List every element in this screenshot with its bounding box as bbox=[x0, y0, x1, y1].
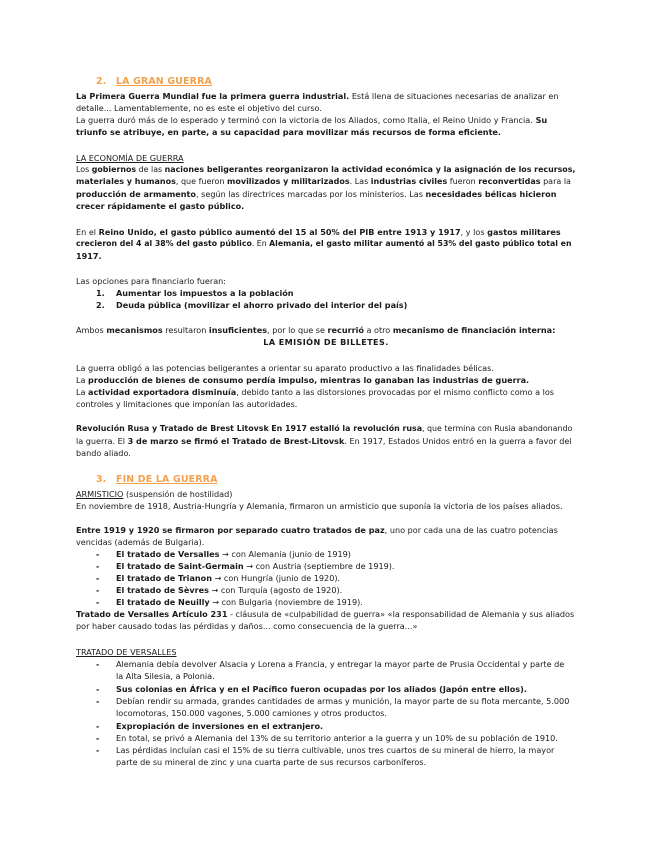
bold-text: reconvertidas bbox=[478, 177, 541, 186]
treaty-name: El tratado de Neuilly bbox=[116, 597, 210, 607]
bold-text: Reino Unido bbox=[98, 227, 154, 237]
subheading-economia: LA ECONOMÍA DE GUERRA bbox=[76, 153, 184, 163]
treaty-name: El tratado de Versalles bbox=[116, 549, 220, 559]
bold-text: Tratado de Versalles Artículo 231 bbox=[76, 609, 228, 619]
text: La guerra duró más de lo esperado y terminó con la victoria de los Aliados, como Italia, el Reino Unido y Francia. bbox=[76, 115, 533, 125]
bold-text: necesidades bélicas hicieron bbox=[425, 189, 557, 199]
section-heading-3 bbox=[96, 474, 218, 486]
treaty-detail: → con Hungría (junio de 1920). bbox=[212, 573, 341, 583]
paragraph-line: 1917. bbox=[76, 251, 102, 261]
bold-text: recurrió bbox=[327, 325, 364, 335]
text: a otro bbox=[363, 325, 393, 335]
text: , según las directrices marcadas por los ministerios. Las bbox=[195, 189, 426, 199]
versalles-item-cont: la Alta Silesia, a Polonia. bbox=[116, 671, 215, 681]
bold-text: industrias civiles bbox=[370, 177, 448, 186]
paragraph-line bbox=[76, 488, 232, 500]
section-number: 2. bbox=[96, 76, 107, 87]
bold-text: 3 de marzo se firmó el Tratado de Brest-Litovsk bbox=[127, 436, 345, 446]
bold-text: gastos militares bbox=[487, 227, 561, 237]
section-title: LA GRAN GUERRA bbox=[116, 76, 212, 87]
paragraph-line: La guerra obligó a las potencias beligerantes a orientar su aparato productivo a las finalidades bélicas. bbox=[76, 363, 494, 373]
paragraph-line bbox=[76, 524, 558, 536]
list-item bbox=[96, 287, 294, 299]
versalles-item bbox=[96, 658, 564, 670]
item-text: En total, se privó a Alemania del 13% de su territorio anterior a la guerra y un 10% de su población de 1910. bbox=[116, 733, 558, 743]
text: - cláusula de «culpabilidad de guerra» «la responsabilidad de Alemania y sus aliados bbox=[227, 609, 575, 619]
subheading-versalles: TRATADO DE VERSALLES bbox=[76, 647, 177, 657]
paragraph-line bbox=[76, 324, 555, 336]
section-title: FIN DE LA GUERRA bbox=[116, 474, 218, 485]
treaty-item bbox=[96, 572, 340, 584]
paragraph-line bbox=[76, 90, 558, 102]
text: Ambos bbox=[76, 325, 107, 335]
versalles-item bbox=[96, 695, 569, 707]
paragraph-line: vencidas (además de Bulgaria). bbox=[76, 537, 205, 547]
versalles-item bbox=[96, 720, 323, 732]
bold-text: insuficientes bbox=[208, 325, 268, 335]
paragraph-line: por haber causado todas las pérdidas y daños... como consecuencia de la guerra...» bbox=[76, 621, 418, 631]
paragraph-line: crecer rápidamente el gasto público. bbox=[76, 201, 245, 211]
paragraph-line bbox=[76, 423, 572, 435]
paragraph-line bbox=[76, 238, 572, 250]
paragraph-line bbox=[76, 435, 572, 447]
text: . En bbox=[251, 239, 270, 248]
dash-bullet: - bbox=[96, 585, 100, 595]
text: , por lo que se bbox=[267, 325, 328, 335]
centered-emphasis: LA EMISIÓN DE BILLETES. bbox=[263, 337, 389, 347]
dash-bullet: - bbox=[96, 561, 100, 571]
text: fueron bbox=[447, 177, 479, 186]
dash-bullet: - bbox=[96, 733, 100, 743]
item-text: Alemania debía devolver Alsacia y Lorena a Francia, y entregar la mayor parte de Prusia Occidental y parte de bbox=[116, 659, 565, 669]
text: La bbox=[76, 375, 89, 385]
treaty-detail: → con Austria (septiembre de 1919). bbox=[243, 561, 395, 571]
item-text: Las pérdidas incluían casi el 15% de su tierra cultivable, unos tres cuartos de su mineral de hierro, la mayor bbox=[116, 745, 555, 755]
paragraph-line bbox=[76, 176, 571, 188]
bold-text: mecanismos bbox=[106, 325, 163, 335]
dash-bullet: - bbox=[96, 684, 100, 694]
text: , que fueron bbox=[175, 177, 228, 186]
item-text: Sus colonias en África y en el Pacífico fueron ocupadas por los aliados (Japón entre ellos). bbox=[116, 684, 527, 694]
treaty-item bbox=[96, 596, 363, 608]
bold-text: actividad exportadora disminuía bbox=[88, 387, 237, 397]
paragraph-line bbox=[76, 608, 574, 620]
bold-text: Alemania, el gasto militar aumentó al 53% del gasto público total en bbox=[269, 239, 572, 248]
bold-text: Revolución Rusa y Tratado de Brest Litovsk bbox=[76, 424, 269, 433]
item-text: Debían rendir su armada, grandes cantidades de armas y munición, la mayor parte de su flota mercante, 5.000 bbox=[116, 696, 570, 706]
treaty-name: El tratado de Saint-Germain bbox=[116, 561, 244, 571]
bold-text: mecanismo de financiación interna: bbox=[392, 325, 556, 335]
paragraph-line bbox=[76, 374, 529, 386]
paragraph-line bbox=[76, 188, 556, 200]
text: resultaron bbox=[162, 325, 209, 335]
treaty-item bbox=[96, 548, 351, 560]
versalles-item bbox=[96, 744, 554, 756]
treaty-name: El tratado de Sèvres bbox=[116, 585, 209, 595]
paragraph-line: En noviembre de 1918, Austria-Hungría y Alemania, firmaron un armisticio que suponía la victoria de los países aliados. bbox=[76, 501, 563, 511]
bold-text: Entre 1919 y 1920 se firmaron por separado cuatro tratados de paz bbox=[76, 525, 385, 535]
bold-text: La Primera Guerra Mundial fue la primera guerra industrial. bbox=[76, 91, 350, 101]
paragraph-line: bando aliado. bbox=[76, 448, 131, 458]
paragraph-line: controles y limitaciones que imponían las autoridades. bbox=[76, 399, 298, 409]
versalles-item bbox=[96, 683, 527, 695]
dash-bullet: - bbox=[96, 696, 100, 706]
bold-text: producción de armamento bbox=[76, 189, 196, 199]
text: , debido tanto a las distorsiones provocadas por el mismo conflicto como a los bbox=[236, 387, 555, 397]
treaty-detail: → con Bulgaria (noviembre de 1919). bbox=[209, 597, 363, 607]
text: , y los bbox=[460, 227, 488, 237]
list-text: Aumentar los impuestos a la población bbox=[116, 288, 294, 298]
treaty-item bbox=[96, 560, 395, 572]
versalles-item-cont: locomotoras, 150.000 vagones, 5.000 camiones y otros productos. bbox=[116, 708, 387, 718]
dash-bullet: - bbox=[96, 549, 100, 559]
text: Los bbox=[76, 165, 92, 174]
dash-bullet: - bbox=[96, 573, 100, 583]
list-number: 1. bbox=[96, 288, 105, 298]
text: , uno por cada una de las cuatro potencias bbox=[384, 525, 558, 535]
paragraph-line bbox=[76, 164, 575, 176]
bold-text: naciones beligerantes reorganizaron la actividad económica y la asignación de los recursos, bbox=[164, 165, 576, 174]
paragraph-line bbox=[76, 386, 554, 398]
list-number: 2. bbox=[96, 300, 105, 310]
paragraph-line bbox=[76, 114, 547, 126]
text: de las bbox=[136, 165, 165, 174]
text: (suspensión de hostilidad) bbox=[123, 489, 233, 499]
treaty-item bbox=[96, 584, 342, 596]
versalles-item-cont: parte de su mineral de zinc y una cuarta parte de sus recursos carboníferos. bbox=[116, 757, 427, 767]
bold-text: crecieron del 4 al 38% del gasto público bbox=[76, 239, 252, 248]
dash-bullet: - bbox=[96, 721, 100, 731]
treaty-name: El tratado de Trianon bbox=[116, 573, 212, 583]
dash-bullet: - bbox=[96, 745, 100, 755]
bold-text: , el gasto público aumentó del 15 al 50% del PIB entre 1913 y 1917 bbox=[153, 227, 461, 237]
text: La bbox=[76, 387, 89, 397]
bold-text: En 1917 estalló la revolución rusa bbox=[271, 424, 423, 433]
text: Está llena de situaciones necesarias de analizar en bbox=[349, 91, 559, 101]
paragraph-line: triunfo se atribuye, en parte, a su capacidad para movilizar más recursos de forma eficiente. bbox=[76, 127, 502, 137]
dash-bullet: - bbox=[96, 597, 100, 607]
list-item bbox=[96, 299, 407, 311]
text: . Las bbox=[349, 177, 371, 186]
versalles-item bbox=[96, 732, 558, 744]
list-text: Deuda pública (movilizar el ahorro privado del interior del país) bbox=[116, 300, 408, 310]
dash-bullet: - bbox=[96, 659, 100, 669]
text: la guerra. El bbox=[76, 436, 128, 446]
bold-text: movilizados y militarizados bbox=[227, 177, 350, 186]
section-number: 3. bbox=[96, 474, 107, 485]
text: . En 1917, Estados Unidos entró en la guerra a favor del bbox=[344, 436, 572, 446]
subheading-armisticio: ARMISTICIO bbox=[76, 489, 124, 499]
item-text: Expropiación de inversiones en el extranjero. bbox=[116, 721, 324, 731]
treaty-detail: → con Turquía (agosto de 1920). bbox=[208, 585, 343, 595]
bold-text: materiales y humanos bbox=[76, 177, 176, 186]
paragraph-line: Las opciones para financiarlo fueran: bbox=[76, 276, 227, 286]
text: , que termina con Rusia abandonando bbox=[422, 424, 573, 433]
treaty-detail: → con Alemania (junio de 1919) bbox=[219, 549, 351, 559]
section-heading-2 bbox=[96, 76, 212, 88]
paragraph-line: detalle... Lamentablemente, no es este el objetivo del curso. bbox=[76, 103, 322, 113]
bold-text: producción de bienes de consumo perdía impulso, mientras lo ganaban las industrias de guerra. bbox=[88, 375, 530, 385]
paragraph-line bbox=[76, 226, 561, 238]
text: para la bbox=[540, 177, 571, 186]
bold-text: gobiernos bbox=[91, 165, 137, 174]
text: En el bbox=[76, 227, 99, 237]
bold-text: Su bbox=[532, 115, 548, 125]
